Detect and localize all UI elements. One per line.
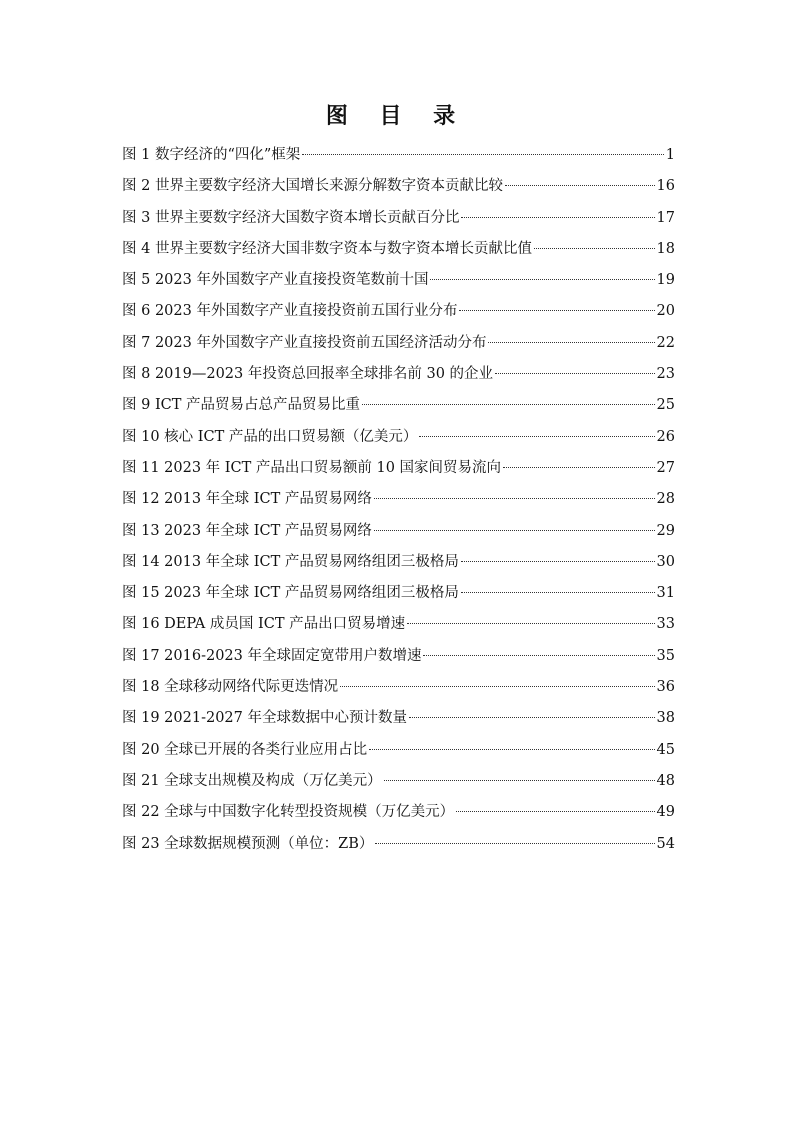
toc-entry[interactable] [122, 547, 675, 578]
toc-entry[interactable] [122, 766, 675, 797]
toc-entry-label: 图 9 ICT 产品贸易占总产品贸易比重 [122, 397, 361, 414]
toc-entry[interactable] [122, 140, 675, 171]
toc-entry-page-number: 45 [656, 741, 675, 758]
toc-entry-label: 图 20 全球已开展的各类行业应用占比 [122, 741, 368, 758]
toc-entry-page-number: 22 [656, 334, 675, 351]
dot-leader [407, 623, 654, 624]
toc-entry-page-number: 20 [656, 303, 675, 320]
toc-entry-page-number: 26 [656, 428, 675, 445]
toc-entry[interactable] [122, 735, 675, 766]
toc-entry[interactable] [122, 203, 675, 234]
dot-leader [461, 217, 654, 218]
toc-entry-label: 图 8 2019—2023 年投资总回报率全球排名前 30 的企业 [122, 366, 494, 383]
dot-leader [369, 749, 654, 750]
toc-entry[interactable] [122, 703, 675, 734]
toc-entry-label: 图 19 2021-2027 年全球数据中心预计数量 [122, 710, 407, 727]
toc-entry[interactable] [122, 484, 675, 515]
toc-entry-label: 图 11 2023 年 ICT 产品出口贸易额前 10 国家间贸易流向 [122, 459, 502, 476]
toc-entry-page-number: 54 [656, 835, 675, 852]
toc-entry-page-number: 33 [656, 616, 675, 633]
dot-leader [456, 811, 654, 812]
toc-entry[interactable] [122, 829, 675, 860]
dot-leader [459, 310, 654, 311]
toc-entry[interactable] [122, 578, 675, 609]
toc-entry-page-number: 36 [656, 679, 675, 696]
toc-entry[interactable] [122, 516, 675, 547]
toc-entry-label: 图 21 全球支出规模及构成（万亿美元） [122, 772, 382, 789]
toc-entry-page-number: 31 [656, 585, 675, 602]
toc-entry-label: 图 1 数字经济的“四化”框架 [122, 147, 301, 163]
toc-entry-page-number: 1 [665, 147, 675, 163]
toc-entry-page-number: 16 [656, 178, 675, 195]
toc-entry-label: 图 14 2013 年全球 ICT 产品贸易网络组团三极格局 [122, 553, 459, 570]
toc-entry[interactable] [122, 265, 675, 296]
toc-entry-page-number: 18 [656, 240, 675, 257]
toc-entry[interactable] [122, 609, 675, 640]
dot-leader [534, 248, 655, 249]
dot-leader [423, 655, 654, 656]
toc-entry[interactable] [122, 422, 675, 453]
toc-entry-label: 图 16 DEPA 成员国 ICT 产品出口贸易增速 [122, 616, 406, 633]
toc-entry[interactable] [122, 672, 675, 703]
toc-entry-label: 图 4 世界主要数字经济大国非数字资本与数字资本增长贡献比值 [122, 240, 532, 257]
toc-entry-label: 图 17 2016-2023 年全球固定宽带用户数增速 [122, 647, 422, 664]
toc-entry-page-number: 49 [656, 804, 675, 821]
toc-entry[interactable] [122, 453, 675, 484]
toc-entry[interactable] [122, 390, 675, 421]
dot-leader [384, 780, 655, 781]
toc-entry-page-number: 30 [656, 553, 675, 570]
toc-entry-label: 图 23 全球数据规模预测（单位：ZB） [122, 835, 374, 852]
toc-entry-label: 图 10 核心 ICT 产品的出口贸易额（亿美元） [122, 428, 418, 445]
toc-entry-page-number: 23 [656, 366, 675, 383]
toc-entry-page-number: 48 [656, 772, 675, 789]
toc-entry[interactable] [122, 234, 675, 265]
toc-entry-page-number: 28 [656, 491, 675, 508]
toc-entry-label: 图 7 2023 年外国数字产业直接投资前五国经济活动分布 [122, 334, 487, 351]
toc-entry-page-number: 19 [656, 272, 675, 289]
dot-leader [419, 436, 654, 437]
toc-entry[interactable] [122, 359, 675, 390]
toc-entry-label: 图 3 世界主要数字经济大国数字资本增长贡献百分比 [122, 209, 460, 226]
dot-leader [302, 154, 663, 155]
figure-toc-list [122, 140, 675, 860]
toc-entry[interactable] [122, 296, 675, 327]
dot-leader [495, 373, 655, 374]
toc-entry-label: 图 13 2023 年全球 ICT 产品贸易网络 [122, 522, 372, 539]
dot-leader [340, 686, 654, 687]
toc-entry[interactable] [122, 641, 675, 672]
dot-leader [430, 279, 654, 280]
dot-leader [505, 185, 655, 186]
toc-entry-label: 图 12 2013 年全球 ICT 产品贸易网络 [122, 491, 372, 508]
toc-entry-label: 图 18 全球移动网络代际更迭情况 [122, 679, 339, 696]
toc-entry-page-number: 29 [656, 522, 675, 539]
toc-entry-page-number: 17 [656, 209, 675, 226]
toc-entry-label: 图 5 2023 年外国数字产业直接投资笔数前十国 [122, 272, 429, 289]
toc-entry-label: 图 6 2023 年外国数字产业直接投资前五国行业分布 [122, 303, 458, 320]
dot-leader [409, 717, 655, 718]
toc-entry-page-number: 35 [656, 647, 675, 664]
toc-entry[interactable] [122, 171, 675, 202]
toc-entry[interactable] [122, 328, 675, 359]
toc-entry-label: 图 2 世界主要数字经济大国增长来源分解数字资本贡献比较 [122, 178, 503, 195]
dot-leader [374, 530, 655, 531]
dot-leader [461, 592, 655, 593]
toc-entry-label: 图 22 全球与中国数字化转型投资规模（万亿美元） [122, 804, 455, 821]
dot-leader [375, 843, 654, 844]
dot-leader [488, 342, 654, 343]
toc-entry-label: 图 15 2023 年全球 ICT 产品贸易网络组团三极格局 [122, 585, 459, 602]
toc-entry-page-number: 25 [656, 397, 675, 414]
page-title: 图 目 录 [325, 104, 468, 129]
toc-entry-page-number: 27 [656, 459, 675, 476]
dot-leader [362, 404, 655, 405]
toc-entry-page-number: 38 [656, 710, 675, 727]
toc-entry[interactable] [122, 797, 675, 828]
dot-leader [374, 498, 655, 499]
dot-leader [503, 467, 654, 468]
dot-leader [461, 561, 655, 562]
